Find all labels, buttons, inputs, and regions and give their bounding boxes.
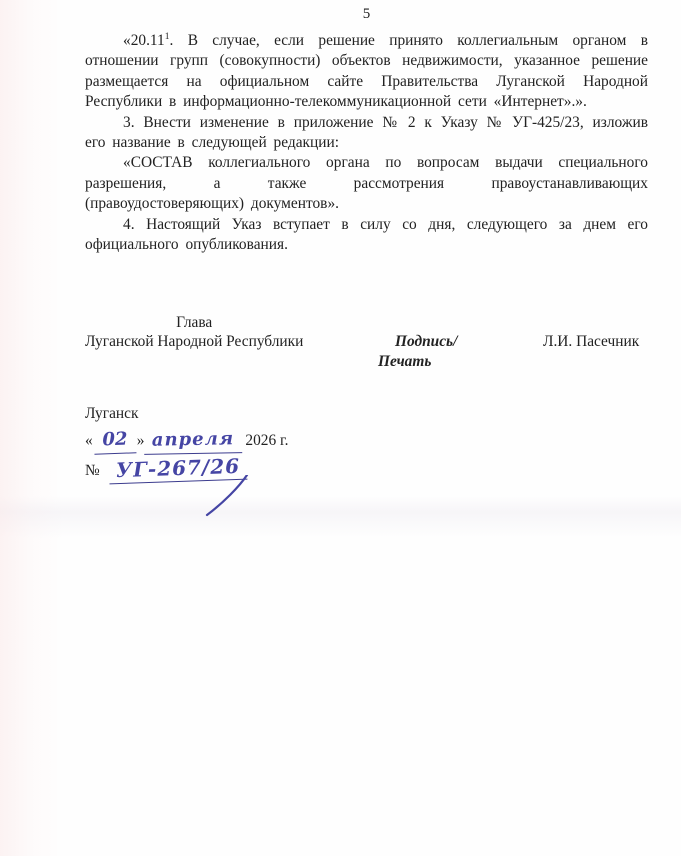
paragraph-20-11-text: . В случае, если решение принято коллегиальным органом в отношении групп (совокупности) объектов недвижимости, указанное решение размещается на официальном сайте Правительства Луганской Народной Республики в информационно-телекоммуникационной сети «Интернет».».: [85, 32, 648, 111]
signatory-title: [85, 313, 303, 351]
issuance-block: [85, 405, 288, 484]
paragraph-sostav: «СОСТАВ коллегиального органа по вопросам выдачи специального разрешения, а также рассмотрения правоустанавливающих (правоудостоверяющих) документов».: [85, 154, 648, 213]
footnote-marker: 1: [164, 31, 170, 42]
paragraph-20-11-prefix: «20.11: [123, 32, 165, 49]
handwritten-document-number: УГ-267/26: [108, 453, 247, 485]
paragraph-item-4: 4. Настоящий Указ вступает в силу со дня, следующего за днем его официального опубликования.: [85, 215, 648, 254]
document-number-line: [85, 455, 288, 484]
signatory-name: Л.И. Пасечник: [543, 333, 640, 350]
paragraph-item-3: 3. Внести изменение в приложение № 2 к Указу № УГ-425/23, изложив его название в следующей редакции:: [85, 113, 648, 152]
issuance-city: Луганск: [85, 405, 139, 422]
handwritten-month: апреля: [144, 426, 242, 455]
issuance-year: 2026 г.: [245, 432, 289, 449]
date-open-quote: «: [85, 432, 93, 449]
document-body: [85, 31, 648, 255]
stamp-note-line2: Печать: [378, 353, 432, 370]
signature-stamp-note: [378, 332, 457, 372]
page-number: 5: [362, 6, 371, 22]
pen-flourish-icon: [201, 475, 265, 517]
date-close-quote: »: [136, 432, 145, 449]
signatory-title-line1: Глава: [176, 314, 213, 331]
stamp-note-line1: Подпись/: [395, 333, 458, 350]
signatory-title-line2: Луганской Народной Республики: [85, 333, 304, 350]
issuance-date-line: [85, 427, 288, 454]
handwritten-day: 02: [93, 426, 136, 454]
number-sign: №: [85, 462, 100, 479]
paragraph-20-11: [85, 31, 648, 113]
